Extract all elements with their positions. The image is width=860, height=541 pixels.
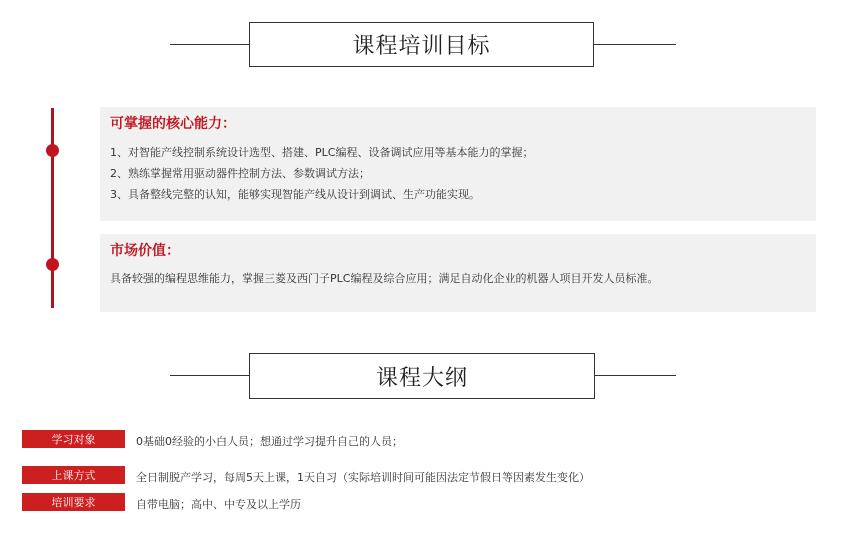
title-right-rule bbox=[592, 44, 676, 45]
market-value-text: 具备较强的编程思维能力，掌握三菱及西门子PLC编程及综合应用；满足自动化企业的机器人项目开发人员标准。 bbox=[110, 272, 659, 285]
outline-text-audience: 0基础0经验的小白人员；想通过学习提升自己的人员； bbox=[136, 435, 403, 448]
market-value-title: 市场价值： bbox=[110, 243, 180, 259]
core-ability-item: 2、熟练掌握常用驱动器件控制方法、参数调试方法； bbox=[110, 167, 370, 180]
title-left-rule bbox=[170, 44, 250, 45]
core-abilities-card bbox=[100, 107, 816, 221]
outline-label-requirements: 培训要求 bbox=[22, 493, 125, 511]
market-value-card bbox=[100, 234, 816, 312]
timeline-dot-core bbox=[46, 144, 59, 157]
timeline-line bbox=[51, 108, 54, 308]
outline-text-requirements: 自带电脑；高中、中专及以上学历 bbox=[136, 498, 301, 511]
core-ability-item: 1、对智能产线控制系统设计选型、搭建、PLC编程、设备调试应用等基本能力的掌握； bbox=[110, 146, 534, 159]
goals-section-title: 课程培训目标 bbox=[249, 22, 594, 67]
outline-label-audience: 学习对象 bbox=[22, 430, 125, 448]
outline-text-schedule: 全日制脱产学习，每周5天上课，1天自习（实际培训时间可能因法定节假日等因素发生变化） bbox=[136, 471, 590, 484]
title-right-rule bbox=[593, 375, 676, 376]
title-left-rule bbox=[170, 375, 250, 376]
core-abilities-title: 可掌握的核心能力： bbox=[110, 116, 236, 132]
core-ability-item: 3、具备整线完整的认知，能够实现智能产线从设计到调试、生产功能实现。 bbox=[110, 188, 480, 201]
timeline-dot-market bbox=[46, 258, 59, 271]
outline-label-schedule: 上课方式 bbox=[22, 466, 125, 484]
outline-section-title: 课程大纲 bbox=[249, 353, 595, 399]
